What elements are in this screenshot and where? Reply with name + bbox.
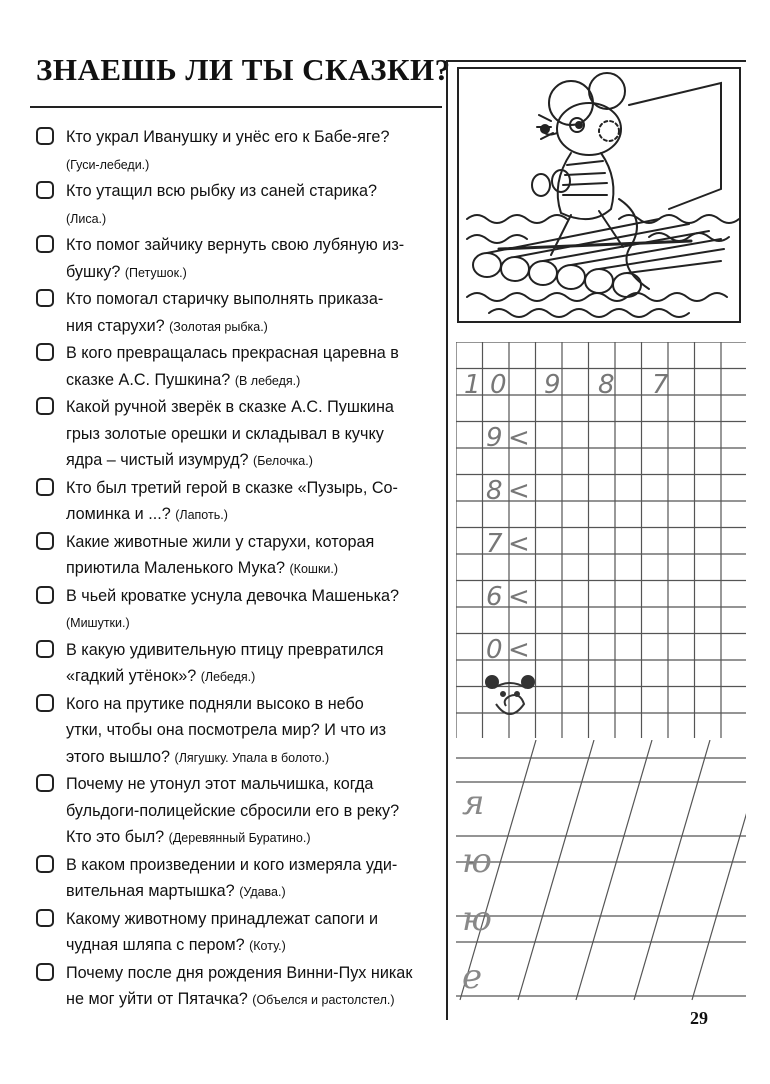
- page-number: 29: [690, 1008, 708, 1028]
- grid-sign: <: [508, 529, 530, 559]
- question-text: вительная мартышка?: [66, 882, 235, 900]
- answer-checkbox[interactable]: [36, 397, 54, 415]
- question-text: Какой ручной зверёк в сказке А.С. Пушкина: [66, 398, 394, 416]
- grid-digit: 0: [490, 370, 507, 400]
- question-answer: (Золотая рыбка.): [169, 319, 268, 334]
- page-title: ЗНАЕШЬ ЛИ ТЫ СКАЗКИ?: [36, 52, 451, 87]
- question-answer: (Удава.): [239, 885, 286, 899]
- grid-sign: <: [508, 476, 530, 506]
- question-text: бушку?: [66, 262, 121, 281]
- question-answer: (Петушок.): [124, 265, 187, 280]
- question-answer: (Гуси-лебеди.): [66, 157, 150, 172]
- question-text: Кто украл Иванушку и унёс его к Бабе-яге?: [66, 128, 390, 146]
- question-text: ния старухи?: [66, 316, 165, 335]
- cursive-letter: я: [462, 783, 485, 823]
- question-answer: (Лягушку. Упала в болото.): [174, 750, 330, 765]
- question-text: Кто помог зайчику вернуть свою лубяную из-: [66, 236, 405, 254]
- question-item: [36, 691, 438, 772]
- title-underline: [30, 106, 442, 108]
- question-item: [36, 475, 438, 529]
- question-item: [36, 771, 438, 852]
- answer-checkbox[interactable]: [36, 235, 54, 253]
- answer-checkbox[interactable]: [36, 343, 54, 361]
- math-grid: [456, 342, 746, 738]
- question-text: этого вышло?: [66, 747, 171, 766]
- right-column-top-rule: [446, 60, 746, 62]
- question-text: «гадкий утёнок»?: [66, 667, 197, 685]
- question-text: Кто помогал старичку выполнять приказа-: [66, 290, 384, 308]
- question-answer: (Объелся и растолстел.): [252, 993, 395, 1007]
- answer-checkbox[interactable]: [36, 532, 54, 550]
- answer-checkbox[interactable]: [36, 963, 54, 981]
- question-item: [36, 340, 438, 394]
- answer-checkbox[interactable]: [36, 694, 54, 712]
- grid-sign: <: [508, 582, 530, 612]
- cursive-letter: ю: [462, 841, 492, 881]
- grid-sign: <: [508, 423, 530, 453]
- question-text: Кто был третий герой в сказке «Пузырь, Со-: [66, 478, 398, 497]
- question-text: не мог уйти от Пятачка?: [66, 990, 248, 1008]
- question-item: [36, 124, 438, 178]
- question-text: Кого на прутике подняли высоко в небо: [66, 694, 364, 713]
- question-text: Какому животному принадлежат сапоги и: [66, 909, 378, 928]
- grid-digit: 7: [652, 370, 669, 400]
- grid-digit: 9: [544, 370, 561, 400]
- mouse-on-raft-icon: [457, 67, 741, 323]
- answer-checkbox[interactable]: [36, 909, 54, 927]
- cursive-letter: ю: [462, 899, 492, 939]
- question-text: утки, чтобы она посмотрела мир? И что из: [66, 721, 387, 739]
- question-text: бульдоги-полицейские сбросили его в реку?: [66, 801, 400, 820]
- column-divider: [446, 60, 448, 1020]
- grid-digit: 8: [598, 370, 615, 400]
- grid-digit: 7: [486, 529, 503, 559]
- question-item: [36, 583, 438, 637]
- question-text: ломинка и ...?: [66, 505, 171, 523]
- grid-digit: 6: [486, 582, 503, 612]
- grid-sign: <: [508, 635, 530, 665]
- question-answer: (Коту.): [249, 939, 286, 953]
- question-item: [36, 637, 438, 691]
- answer-checkbox[interactable]: [36, 181, 54, 199]
- question-text: ядра – чистый изумруд?: [66, 451, 249, 469]
- question-text: Какие животные жили у старухи, которая: [66, 532, 375, 551]
- question-item: [36, 286, 438, 340]
- question-list: [36, 124, 438, 1014]
- answer-checkbox[interactable]: [36, 774, 54, 792]
- question-answer: (Лапоть.): [175, 508, 228, 522]
- question-item: [36, 232, 438, 286]
- question-answer: (Лиса.): [66, 211, 107, 226]
- answer-checkbox[interactable]: [36, 289, 54, 307]
- bear-face-icon: [486, 676, 534, 714]
- question-text: Кто утащил всю рыбку из саней старика?: [66, 182, 378, 200]
- answer-checkbox[interactable]: [36, 640, 54, 658]
- grid-digit: 0: [486, 635, 503, 665]
- handwriting-lines: [456, 740, 746, 1002]
- cursive-letter: е: [462, 957, 483, 997]
- question-text: Кто это был?: [66, 828, 165, 846]
- question-answer: (Деревянный Буратино.): [168, 831, 311, 845]
- question-text: Почему после дня рождения Винни-Пух никак: [66, 963, 413, 982]
- question-text: приютила Маленького Мука?: [66, 559, 286, 577]
- answer-checkbox[interactable]: [36, 586, 54, 604]
- question-item: [36, 906, 438, 960]
- question-text: В какую удивительную птицу превратился: [66, 640, 384, 659]
- question-answer: (В лебедя.): [234, 373, 301, 388]
- question-text: чудная шляпа с пером?: [66, 936, 245, 954]
- question-text: В кого превращалась прекрасная царевна в: [66, 344, 399, 362]
- question-answer: (Кошки.): [289, 562, 339, 576]
- grid-digit: 8: [486, 476, 503, 506]
- question-item: [36, 960, 438, 1014]
- question-text: В каком произведении и кого измеряла уди-: [66, 855, 398, 874]
- question-item: [36, 529, 438, 583]
- grid-digit: 1: [464, 370, 481, 400]
- question-text: В чьей кроватке уснула девочка Машенька?: [66, 586, 400, 605]
- grid-digit: 9: [486, 423, 503, 453]
- question-text: грыз золотые орешки и складывал в кучку: [66, 424, 384, 443]
- question-text: сказке А.С. Пушкина?: [66, 370, 231, 389]
- question-answer: (Мишутки.): [66, 616, 130, 630]
- answer-checkbox[interactable]: [36, 127, 54, 145]
- answer-checkbox[interactable]: [36, 855, 54, 873]
- question-item: [36, 394, 438, 475]
- question-text: Почему не утонул этот мальчишка, когда: [66, 775, 374, 793]
- answer-checkbox[interactable]: [36, 478, 54, 496]
- question-item: [36, 178, 438, 232]
- question-item: [36, 852, 438, 906]
- question-answer: (Лебедя.): [200, 670, 256, 684]
- question-answer: (Белочка.): [253, 454, 313, 468]
